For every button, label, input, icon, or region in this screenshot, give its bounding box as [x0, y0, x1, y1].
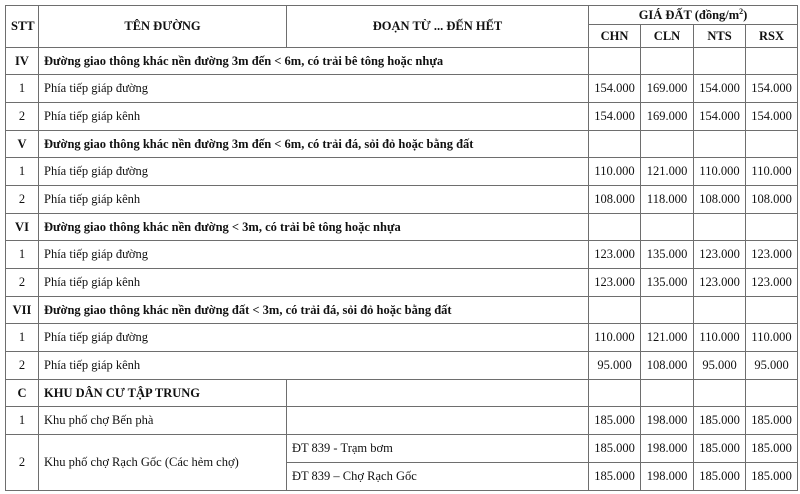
price-cln: 118.000 [641, 186, 694, 214]
price-rsx [746, 48, 798, 75]
table-row [6, 103, 798, 131]
price-rsx: 185.000 [746, 463, 798, 491]
row-stt: 2 [6, 352, 39, 380]
table-row [6, 407, 798, 435]
price-nts: 95.000 [694, 352, 746, 380]
price-chn [589, 131, 641, 158]
row-stt: 2 [6, 186, 39, 214]
header-gia-dat-sup: 2 [739, 6, 744, 16]
price-cln: 198.000 [641, 435, 694, 463]
price-chn: 110.000 [589, 158, 641, 186]
section-stt: VII [6, 297, 39, 324]
price-cln [641, 380, 694, 407]
row-name: Phía tiếp giáp kênh [39, 103, 589, 131]
price-cln: 198.000 [641, 407, 694, 435]
row-name: Phía tiếp giáp đường [39, 158, 589, 186]
price-chn: 154.000 [589, 103, 641, 131]
segment-cell: ĐT 839 - Trạm bơm [287, 435, 589, 463]
price-chn: 123.000 [589, 241, 641, 269]
price-nts: 110.000 [694, 158, 746, 186]
price-nts: 123.000 [694, 269, 746, 297]
price-nts: 185.000 [694, 435, 746, 463]
price-cln: 198.000 [641, 463, 694, 491]
section-title: Đường giao thông khác nền đường < 3m, có trải bê tông hoặc nhựa [39, 214, 589, 241]
section-row [6, 380, 798, 407]
table-row [6, 324, 798, 352]
header-cln: CLN [641, 25, 694, 48]
section-title: Đường giao thông khác nền đường đất < 3m, có trải đá, sỏi đỏ hoặc bằng đất [39, 297, 589, 324]
header-doan: ĐOẠN TỪ ... ĐẾN HẾT [287, 6, 589, 48]
row-name: Phía tiếp giáp đường [39, 75, 589, 103]
price-rsx [746, 214, 798, 241]
header-gia-dat-suffix: ) [743, 7, 748, 22]
price-nts [694, 214, 746, 241]
price-chn: 185.000 [589, 463, 641, 491]
price-cln [641, 48, 694, 75]
table-row [6, 435, 798, 463]
segment-cell [287, 380, 589, 407]
price-cln: 135.000 [641, 241, 694, 269]
row-name: Phía tiếp giáp đường [39, 324, 589, 352]
price-cln [641, 131, 694, 158]
land-price-table [5, 5, 798, 491]
row-name: Khu phố chợ Bến phà [39, 407, 287, 435]
section-title: Đường giao thông khác nền đường 3m đến < 6m, có trải đá, sỏi đỏ hoặc bằng đất [39, 131, 589, 158]
price-cln [641, 214, 694, 241]
price-nts: 108.000 [694, 186, 746, 214]
price-rsx: 110.000 [746, 324, 798, 352]
row-name: Phía tiếp giáp kênh [39, 352, 589, 380]
price-chn: 123.000 [589, 269, 641, 297]
price-nts: 110.000 [694, 324, 746, 352]
section-row [6, 297, 798, 324]
header-gia-dat [589, 6, 798, 25]
price-nts: 154.000 [694, 75, 746, 103]
header-row-1 [6, 6, 798, 25]
row-stt: 2 [6, 103, 39, 131]
price-nts: 185.000 [694, 407, 746, 435]
price-rsx: 110.000 [746, 158, 798, 186]
row-name: Phía tiếp giáp kênh [39, 269, 589, 297]
section-row [6, 48, 798, 75]
price-chn: 95.000 [589, 352, 641, 380]
segment-cell: ĐT 839 – Chợ Rạch Gốc [287, 463, 589, 491]
price-chn: 185.000 [589, 435, 641, 463]
table-row [6, 75, 798, 103]
row-name: Phía tiếp giáp đường [39, 241, 589, 269]
section-stt: V [6, 131, 39, 158]
price-nts [694, 380, 746, 407]
table-row [6, 186, 798, 214]
price-nts [694, 297, 746, 324]
price-rsx: 95.000 [746, 352, 798, 380]
price-cln: 169.000 [641, 103, 694, 131]
header-stt: STT [6, 6, 39, 48]
price-chn: 154.000 [589, 75, 641, 103]
price-nts: 185.000 [694, 463, 746, 491]
section-stt: IV [6, 48, 39, 75]
price-rsx [746, 131, 798, 158]
header-chn: CHN [589, 25, 641, 48]
price-rsx: 154.000 [746, 75, 798, 103]
price-rsx: 108.000 [746, 186, 798, 214]
price-rsx: 185.000 [746, 435, 798, 463]
section-title: Đường giao thông khác nền đường 3m đến < 6m, có trải bê tông hoặc nhựa [39, 48, 589, 75]
row-stt: 1 [6, 241, 39, 269]
row-stt: 1 [6, 75, 39, 103]
price-rsx [746, 297, 798, 324]
price-nts: 123.000 [694, 241, 746, 269]
section-stt: VI [6, 214, 39, 241]
price-chn [589, 48, 641, 75]
price-cln [641, 297, 694, 324]
header-ten-duong: TÊN ĐƯỜNG [39, 6, 287, 48]
price-chn [589, 380, 641, 407]
header-gia-dat-label: GIÁ ĐẤT (đồng/m [638, 7, 740, 22]
price-cln: 121.000 [641, 324, 694, 352]
price-cln: 169.000 [641, 75, 694, 103]
row-stt: 1 [6, 324, 39, 352]
price-chn [589, 214, 641, 241]
price-chn: 108.000 [589, 186, 641, 214]
price-rsx [746, 380, 798, 407]
section-title: KHU DÂN CƯ TẬP TRUNG [39, 380, 287, 407]
price-cln: 135.000 [641, 269, 694, 297]
row-stt: 1 [6, 407, 39, 435]
row-stt: 2 [6, 435, 39, 491]
price-rsx: 123.000 [746, 269, 798, 297]
price-nts: 154.000 [694, 103, 746, 131]
header-nts: NTS [694, 25, 746, 48]
price-chn: 110.000 [589, 324, 641, 352]
row-name: Phía tiếp giáp kênh [39, 186, 589, 214]
price-cln: 108.000 [641, 352, 694, 380]
price-rsx: 185.000 [746, 407, 798, 435]
row-stt: 1 [6, 158, 39, 186]
price-rsx: 123.000 [746, 241, 798, 269]
price-chn: 185.000 [589, 407, 641, 435]
price-nts [694, 131, 746, 158]
segment-cell [287, 407, 589, 435]
section-stt: C [6, 380, 39, 407]
table-row [6, 241, 798, 269]
row-name: Khu phố chợ Rạch Gốc (Các hẻm chợ) [39, 435, 287, 491]
table-row [6, 158, 798, 186]
table-row [6, 269, 798, 297]
price-cln: 121.000 [641, 158, 694, 186]
price-rsx: 154.000 [746, 103, 798, 131]
table-row [6, 352, 798, 380]
header-rsx: RSX [746, 25, 798, 48]
section-row [6, 131, 798, 158]
row-stt: 2 [6, 269, 39, 297]
price-chn [589, 297, 641, 324]
section-row [6, 214, 798, 241]
price-nts [694, 48, 746, 75]
